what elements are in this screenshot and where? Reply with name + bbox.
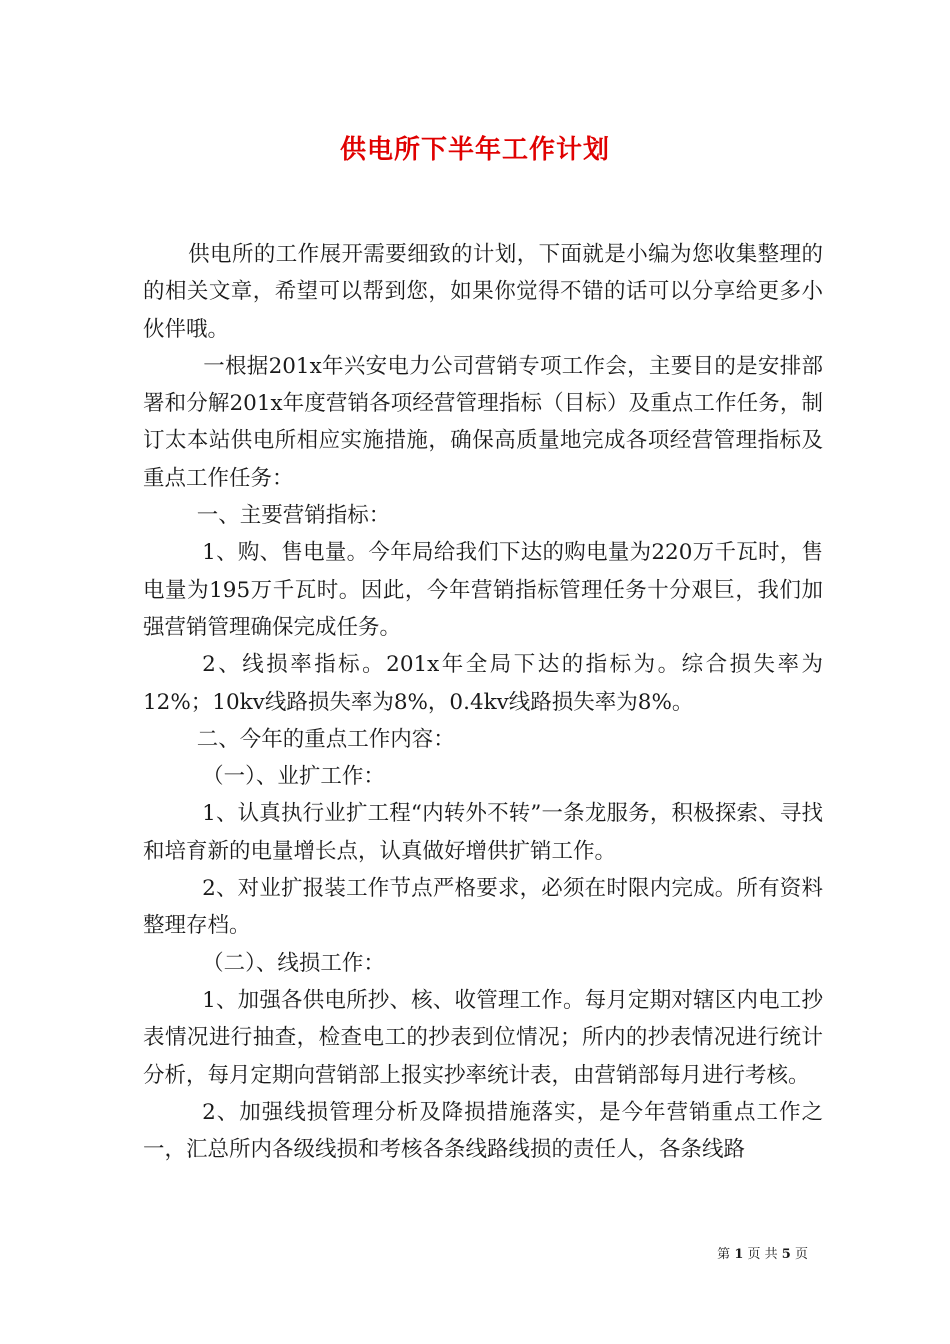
paragraph-item-2-1-2: 2、对业扩报装工作节点严格要求，必须在时限内完成。所有资料整理存档。 <box>143 876 823 939</box>
page-total: 5 <box>781 1247 791 1262</box>
paragraph-item-2-1-1: 1、认真执行业扩工程“内转外不转”一条龙服务，积极探索、寻找和培育新的电量增长点，认真做好增供扩销工作。 <box>143 801 823 864</box>
paragraph-item-2-2-2: 2、加强线损管理分析及降损措施落实，是今年营销重点工作之一，汇总所内各级线损和考核各条线路线损的责任人，各条线路 <box>143 1099 823 1163</box>
page-label-suffix: 页 <box>794 1247 808 1262</box>
page-label-prefix: 第 <box>717 1247 731 1262</box>
page-current: 1 <box>734 1247 744 1262</box>
document-title: 供电所下半年工作计划 <box>339 135 610 165</box>
heading-subsection-1: （一）、业扩工作： <box>202 764 385 790</box>
document-body <box>143 236 823 1168</box>
paragraph-intro: 供电所的工作展开需要细致的计划，下面就是小编为您收集整理的的相关文章，希望可以帮到您，如果你觉得不错的话可以分享给更多小伙伴哦。 <box>143 242 823 342</box>
heading-subsection-2: （二）、线损工作： <box>202 950 385 976</box>
paragraph-item-1-2: 2、线损率指标。201x年全局下达的指标为。综合损失率为12%；10kv线路损失率为8%，0.4kv线路损失率为8%。 <box>143 652 823 715</box>
page-footer <box>0 1246 808 1264</box>
heading-section-2: 二、今年的重点工作内容： <box>196 726 455 752</box>
paragraph-item-1-1: 1、购、售电量。今年局给我们下达的购电量为220万千瓦时，售电量为195万千瓦时。因此，今年营销指标管理任务十分艰巨，我们加强营销管理确保完成任务。 <box>143 540 823 640</box>
page-label-mid: 页 共 <box>747 1247 778 1262</box>
paragraph-background: 一根据201x年兴安电力公司营销专项工作会，主要目的是安排部署和分解201x年度营销各项经营管理指标（目标）及重点工作任务，制订太本站供电所相应实施措施，确保高质量地完成各项经营管理指标及重点工作任务： <box>143 353 823 491</box>
heading-section-1: 一、主要营销指标： <box>196 503 391 529</box>
paragraph-item-2-2-1: 1、加强各供电所抄、核、收管理工作。每月定期对辖区内电工抄表情况进行抽查，检查电工的抄表到位情况；所内的抄表情况进行统计分析，每月定期向营销部上报实抄率统计表，由营销部每月进行考核。 <box>143 987 823 1088</box>
